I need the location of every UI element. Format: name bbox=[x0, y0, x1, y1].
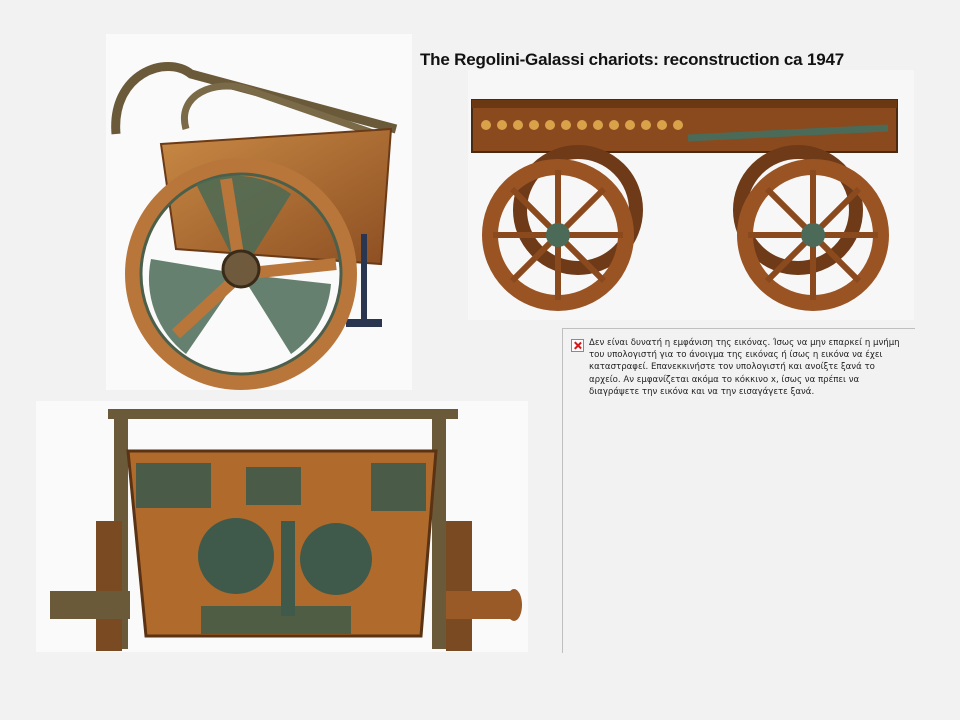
chariot-front-panel-photo bbox=[36, 401, 528, 652]
chariot-side-view-photo bbox=[106, 34, 412, 390]
broken-image-message: Δεν είναι δυνατή η εμφάνιση της εικόνας. Ίσως να μην επαρκεί η μνήμη του υπολογιστή για το άνοιγμα της εικόνας ή ίσως η εικόνα να έχει καταστραφεί. Επανεκκινήστε τον υπολογιστή και ανοίξτε ξανά το αρχείο. Αν εμφανίζεται ακόμα το κόκκινο x, ίσως να πρέπει να διαγράψετε την εικόνα και να την εισαγάγετε ξανά. bbox=[589, 338, 900, 397]
slide-title: The Regolini-Galassi chariots: reconstruction ca 1947 bbox=[420, 50, 844, 69]
broken-image-placeholder bbox=[562, 328, 915, 653]
broken-image-icon bbox=[571, 339, 584, 352]
wagon-four-wheel-photo bbox=[468, 70, 914, 320]
